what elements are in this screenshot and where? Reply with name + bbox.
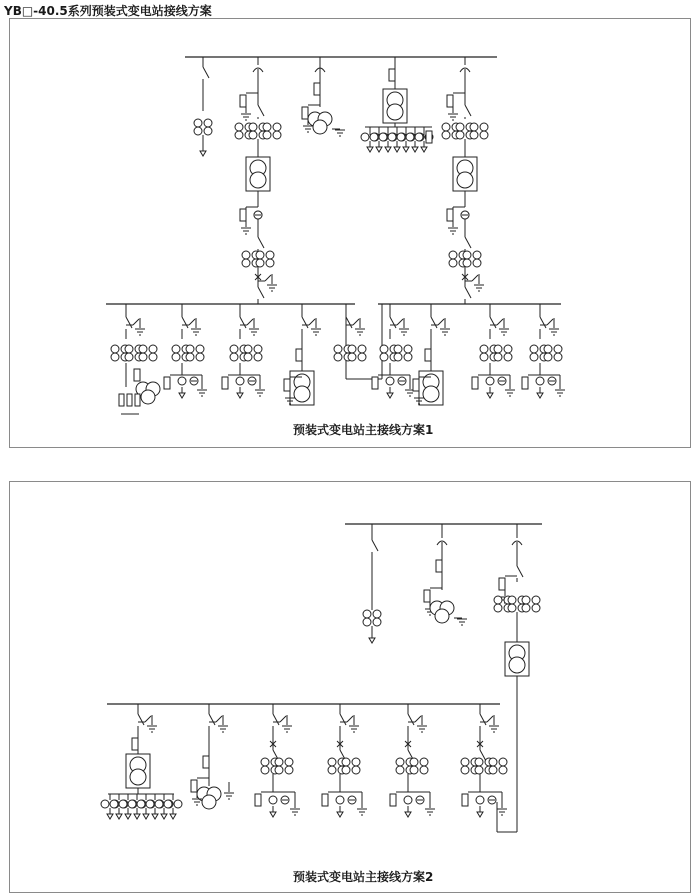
current-transformer	[266, 259, 274, 267]
switch-blade	[258, 237, 264, 248]
switch-blade	[258, 105, 264, 116]
surge-arrester	[143, 814, 149, 819]
earthing-switch	[472, 275, 478, 281]
fuse	[447, 95, 453, 107]
fuse	[425, 349, 431, 361]
current-transformer	[334, 353, 342, 361]
current-transformer	[410, 758, 418, 766]
earthing-switch	[397, 319, 403, 325]
current-transformer	[242, 259, 250, 267]
current-transformer	[396, 766, 404, 774]
current-transformer	[196, 345, 204, 353]
current-transformer	[178, 377, 186, 385]
surge-arrester	[369, 638, 375, 643]
current-transformer	[204, 119, 212, 127]
current-transformer	[420, 758, 428, 766]
earthing-switch	[415, 716, 421, 722]
earthing-switch	[309, 319, 315, 325]
earthing-switch	[247, 319, 253, 325]
surge-arrester	[200, 151, 206, 156]
current-transformer	[285, 766, 293, 774]
scheme-2-wiring-diagram	[10, 482, 690, 892]
current-transformer	[186, 345, 194, 353]
current-transformer	[379, 133, 387, 141]
surge-arrester	[134, 814, 140, 819]
current-transformer	[486, 377, 494, 385]
fuse	[472, 377, 478, 389]
current-transformer	[139, 353, 147, 361]
fuse	[424, 590, 430, 602]
current-transformer	[504, 353, 512, 361]
current-transformer	[361, 133, 369, 141]
current-transformer	[146, 800, 154, 808]
current-transformer	[242, 251, 250, 259]
fuse	[132, 738, 138, 750]
current-transformer	[380, 353, 388, 361]
current-transformer	[404, 353, 412, 361]
switch-blade	[408, 714, 414, 725]
current-transformer	[456, 123, 464, 131]
switch-blade	[258, 287, 264, 298]
fuse	[462, 794, 468, 806]
fuse	[447, 209, 453, 221]
current-transformer	[406, 133, 414, 141]
current-transformer	[410, 766, 418, 774]
current-transformer	[164, 800, 172, 808]
fuse	[322, 794, 328, 806]
current-transformer	[244, 345, 252, 353]
surge-arrester	[152, 814, 158, 819]
current-transformer	[263, 123, 271, 131]
current-transformer	[522, 596, 530, 604]
fuse	[522, 377, 528, 389]
fuse	[191, 780, 197, 792]
current-transformer	[394, 345, 402, 353]
fuse	[119, 394, 124, 406]
current-transformer	[522, 604, 530, 612]
fuse	[499, 578, 505, 590]
current-transformer	[261, 766, 269, 774]
current-transformer	[499, 758, 507, 766]
current-transformer	[494, 596, 502, 604]
surge-arrester	[376, 147, 382, 152]
current-transformer	[285, 758, 293, 766]
switch-blade	[372, 540, 378, 551]
current-transformer	[499, 766, 507, 774]
current-transformer	[348, 353, 356, 361]
scheme-1-panel	[9, 18, 691, 448]
current-transformer	[155, 800, 163, 808]
power-transformer-winding	[457, 172, 473, 188]
transformer-winding	[202, 795, 216, 809]
earthing-switch	[280, 716, 286, 722]
fuse	[203, 756, 209, 768]
surge-arrester	[421, 147, 427, 152]
current-transformer	[532, 604, 540, 612]
fuse	[389, 69, 395, 81]
surge-arrester	[116, 814, 122, 819]
current-transformer	[352, 766, 360, 774]
current-transformer	[473, 259, 481, 267]
switch-blade	[302, 317, 308, 328]
earthing-switch	[133, 319, 139, 325]
transformer-winding	[141, 390, 155, 404]
switch-blade	[138, 714, 144, 725]
surge-arrester	[403, 147, 409, 152]
current-transformer	[388, 133, 396, 141]
current-transformer	[480, 345, 488, 353]
current-transformer	[449, 251, 457, 259]
current-transformer	[554, 345, 562, 353]
current-transformer	[275, 766, 283, 774]
power-transformer-winding	[387, 104, 403, 120]
switch-blade	[209, 714, 215, 725]
current-transformer	[456, 131, 464, 139]
surge-arrester	[270, 812, 276, 817]
switch-blade	[240, 317, 246, 328]
scheme-2-caption: 预装式变电站主接线方案2	[293, 870, 434, 884]
scheme-1-caption: 预装式变电站主接线方案1	[293, 423, 434, 437]
current-transformer	[328, 758, 336, 766]
current-transformer	[394, 353, 402, 361]
fuse	[426, 131, 432, 143]
fuse	[302, 107, 308, 119]
current-transformer	[373, 610, 381, 618]
switch-blade	[490, 317, 496, 328]
current-transformer	[470, 123, 478, 131]
current-transformer	[254, 345, 262, 353]
surge-arrester	[107, 814, 113, 819]
current-transformer	[334, 345, 342, 353]
fuse	[296, 349, 302, 361]
current-transformer	[149, 353, 157, 361]
current-transformer	[125, 353, 133, 361]
surge-arrester	[161, 814, 167, 819]
current-transformer	[328, 766, 336, 774]
current-transformer	[544, 345, 552, 353]
switch-blade	[182, 317, 188, 328]
earthing-switch	[189, 319, 195, 325]
current-transformer	[235, 123, 243, 131]
current-transformer	[494, 604, 502, 612]
surge-arrester	[367, 147, 373, 152]
fuse	[314, 83, 320, 95]
current-transformer	[249, 131, 257, 139]
surge-arrester	[125, 814, 131, 819]
switch-blade	[203, 67, 209, 78]
current-transformer	[536, 377, 544, 385]
current-transformer	[530, 345, 538, 353]
current-transformer	[370, 133, 378, 141]
surge-arrester	[537, 393, 543, 398]
switch-blade	[540, 317, 546, 328]
current-transformer	[544, 353, 552, 361]
current-transformer	[463, 251, 471, 259]
fuse	[284, 379, 290, 391]
power-transformer-winding	[423, 386, 439, 402]
current-transformer	[420, 766, 428, 774]
current-transformer	[480, 353, 488, 361]
fuse	[135, 394, 140, 406]
surge-arrester	[179, 393, 185, 398]
fuse	[240, 95, 246, 107]
earthing-switch	[487, 716, 493, 722]
earthing-switch	[547, 319, 553, 325]
current-transformer	[172, 345, 180, 353]
current-transformer	[530, 353, 538, 361]
current-transformer	[348, 345, 356, 353]
current-transformer	[254, 353, 262, 361]
fuse	[255, 794, 261, 806]
current-transformer	[186, 353, 194, 361]
switch-blade	[390, 317, 396, 328]
current-transformer	[266, 251, 274, 259]
current-transformer	[461, 758, 469, 766]
page-title: YB□-40.5系列预装式变电站接线方案	[4, 4, 212, 18]
fuse	[127, 394, 132, 406]
surge-arrester	[170, 814, 176, 819]
switch-blade	[480, 714, 486, 725]
current-transformer	[449, 259, 457, 267]
current-transformer	[249, 123, 257, 131]
transformer-winding	[435, 609, 449, 623]
current-transformer	[489, 758, 497, 766]
switch-blade	[346, 317, 352, 328]
switch-blade	[273, 714, 279, 725]
current-transformer	[476, 796, 484, 804]
current-transformer	[363, 618, 371, 626]
surge-arrester	[394, 147, 400, 152]
current-transformer	[504, 345, 512, 353]
current-transformer	[230, 345, 238, 353]
surge-arrester	[405, 812, 411, 817]
fuse	[413, 379, 419, 391]
current-transformer	[119, 800, 127, 808]
current-transformer	[204, 127, 212, 135]
current-transformer	[101, 800, 109, 808]
current-transformer	[336, 796, 344, 804]
current-transformer	[273, 131, 281, 139]
current-transformer	[508, 596, 516, 604]
earthing-switch	[265, 275, 271, 281]
current-transformer	[352, 758, 360, 766]
power-transformer-winding	[294, 386, 310, 402]
surge-arrester	[412, 147, 418, 152]
surge-arrester	[477, 812, 483, 817]
current-transformer	[230, 353, 238, 361]
current-transformer	[236, 377, 244, 385]
fuse	[240, 209, 246, 221]
current-transformer	[404, 796, 412, 804]
surge-arrester	[237, 393, 243, 398]
current-transformer	[442, 123, 450, 131]
current-transformer	[261, 758, 269, 766]
current-transformer	[269, 796, 277, 804]
current-transformer	[244, 353, 252, 361]
fuse	[222, 377, 228, 389]
fuse	[390, 794, 396, 806]
current-transformer	[139, 345, 147, 353]
current-transformer	[342, 766, 350, 774]
current-transformer	[442, 131, 450, 139]
current-transformer	[194, 119, 202, 127]
current-transformer	[532, 596, 540, 604]
current-transformer	[256, 259, 264, 267]
scheme-1-wiring-diagram	[10, 19, 690, 447]
current-transformer	[137, 800, 145, 808]
current-transformer	[174, 800, 182, 808]
current-transformer	[235, 131, 243, 139]
switch-blade	[465, 105, 471, 116]
current-transformer	[508, 604, 516, 612]
earthing-switch	[347, 716, 353, 722]
current-transformer	[475, 758, 483, 766]
current-transformer	[475, 766, 483, 774]
earthing-switch	[438, 319, 444, 325]
current-transformer	[275, 758, 283, 766]
current-transformer	[396, 758, 404, 766]
power-transformer-winding	[250, 172, 266, 188]
current-transformer	[494, 353, 502, 361]
switch-blade	[340, 714, 346, 725]
current-transformer	[404, 345, 412, 353]
fuse	[372, 377, 378, 389]
transformer-winding	[313, 120, 327, 134]
current-transformer	[554, 353, 562, 361]
current-transformer	[480, 123, 488, 131]
surge-arrester	[487, 393, 493, 398]
current-transformer	[463, 259, 471, 267]
earthing-switch	[145, 716, 151, 722]
switch-blade	[517, 566, 523, 577]
current-transformer	[373, 618, 381, 626]
current-transformer	[380, 345, 388, 353]
switch-blade	[465, 237, 471, 248]
current-transformer	[480, 131, 488, 139]
current-transformer	[342, 758, 350, 766]
surge-arrester	[337, 812, 343, 817]
current-transformer	[363, 610, 371, 618]
current-transformer	[194, 127, 202, 135]
current-transformer	[256, 251, 264, 259]
current-transformer	[461, 766, 469, 774]
switch-blade	[126, 317, 132, 328]
fuse	[436, 560, 442, 572]
current-transformer	[494, 345, 502, 353]
switch-blade	[465, 287, 471, 298]
current-transformer	[415, 133, 423, 141]
switch-blade	[431, 317, 437, 328]
current-transformer	[196, 353, 204, 361]
fuse	[164, 377, 170, 389]
earthing-switch	[497, 319, 503, 325]
power-transformer-winding	[509, 657, 525, 673]
current-transformer	[386, 377, 394, 385]
surge-arrester	[385, 147, 391, 152]
surge-arrester	[387, 393, 393, 398]
current-transformer	[111, 353, 119, 361]
current-transformer	[111, 345, 119, 353]
scheme-2-panel	[9, 481, 691, 893]
current-transformer	[473, 251, 481, 259]
current-transformer	[172, 353, 180, 361]
current-transformer	[110, 800, 118, 808]
earthing-switch	[216, 716, 222, 722]
power-transformer-winding	[130, 769, 146, 785]
earthing-switch	[353, 319, 359, 325]
current-transformer	[263, 131, 271, 139]
current-transformer	[489, 766, 497, 774]
current-transformer	[149, 345, 157, 353]
current-transformer	[358, 353, 366, 361]
current-transformer	[397, 133, 405, 141]
current-transformer	[470, 131, 478, 139]
current-transformer	[273, 123, 281, 131]
current-transformer	[125, 345, 133, 353]
fuse	[134, 369, 140, 381]
current-transformer	[128, 800, 136, 808]
current-transformer	[358, 345, 366, 353]
